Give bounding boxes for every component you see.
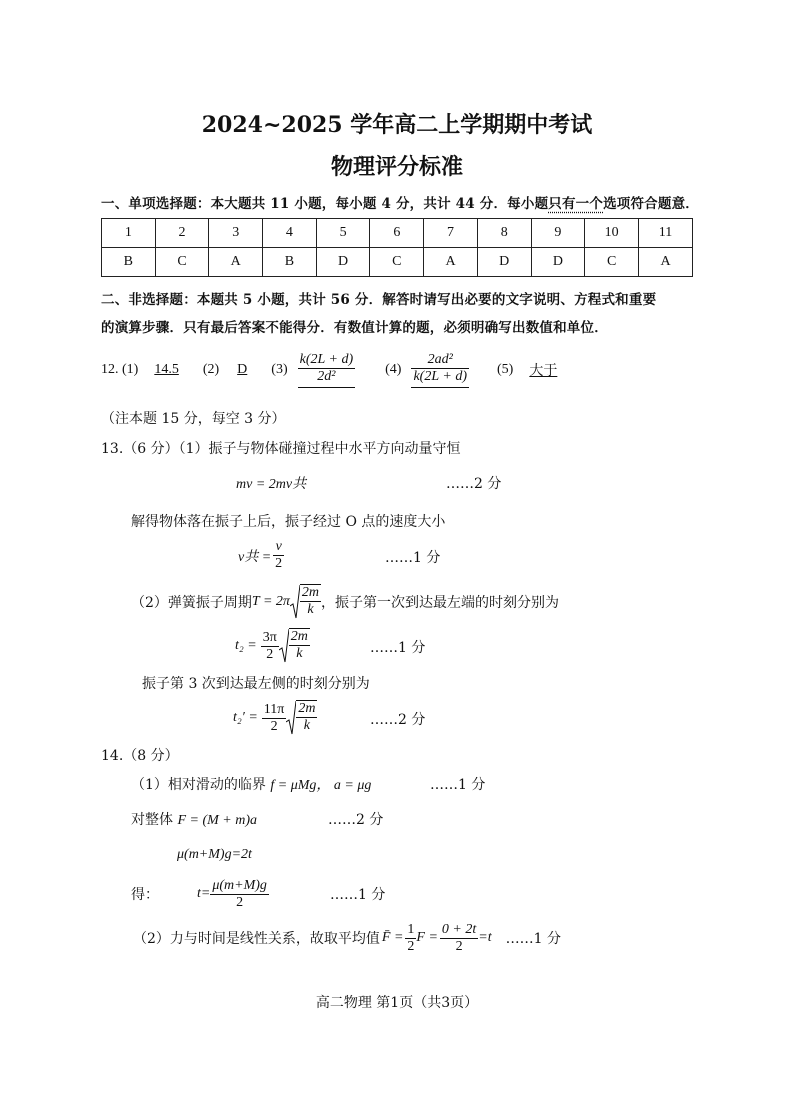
- page-footer: 高二物理 第1页（共3页）: [315, 995, 479, 1011]
- q14-line5-pre: （2）力与时间是线性关系，故取平均值: [133, 931, 380, 947]
- q13-eq2-lhs: v共 =: [238, 549, 272, 565]
- q14-line4-frac: [210, 878, 269, 911]
- q14-line4: [131, 874, 269, 914]
- q14-line5-lhs: F̄ =: [381, 930, 404, 945]
- q13-eq2-frac: [273, 539, 284, 572]
- section1-heading-post: 选项符合题意．: [603, 196, 699, 212]
- q14-line4-lhs: t=: [197, 886, 211, 901]
- q13-eq2-num: v: [275, 539, 282, 554]
- q13-eq3-sqrt-den: k: [289, 645, 310, 662]
- q14-line5-f2-den: 2: [440, 938, 478, 955]
- table-cell-question-number: 2: [155, 219, 209, 248]
- q13-eq3-den: 2: [261, 646, 279, 663]
- table-cell-answer: D: [477, 248, 531, 277]
- q12-answer-1: 14.5: [154, 362, 179, 377]
- q14-line5-f1-num: 1: [407, 921, 415, 937]
- q13-eq4: [233, 698, 317, 738]
- section1-heading-emph: 只有一个: [548, 196, 604, 212]
- q13-eq4-sqrt-num: 2m: [298, 701, 316, 716]
- table-cell-answer: C: [155, 248, 209, 277]
- q14-line2: [131, 809, 257, 829]
- table-cell-question-number: 10: [585, 219, 639, 248]
- q14-score5: ……1 分: [505, 931, 561, 947]
- table-cell-answer: A: [209, 248, 263, 277]
- q12-answer-4: [411, 352, 469, 388]
- q13-eq4-lhs: t₂′ =: [233, 710, 258, 725]
- q13-eq4-sqrt-den: k: [296, 717, 317, 734]
- answer-table: [101, 218, 693, 277]
- table-cell-question-number: 11: [639, 219, 693, 248]
- q13-eq3-num: 3π: [262, 629, 277, 645]
- table-cell-answer: B: [263, 248, 317, 277]
- q13-sqrt: [290, 584, 321, 620]
- q14-line5-f2-num: 0 + 2t: [441, 921, 477, 937]
- q12-answer-3-num: k(2L + d): [299, 352, 354, 367]
- q12-answer-5: 大于: [529, 364, 558, 379]
- q13-text3-pre: （2）弹簧振子周期: [131, 595, 252, 611]
- table-cell-answer: C: [585, 248, 639, 277]
- q14-line5-frac1: [405, 922, 416, 955]
- q13-text3-post: ，振子第一次到达最左端的时刻分别为: [321, 595, 560, 611]
- q14-score2: ……2 分: [328, 812, 384, 828]
- sqrt-sign-icon: [290, 584, 300, 620]
- q14-line4-num: μ(m+M)g: [212, 877, 267, 893]
- q12-line: [101, 347, 557, 393]
- section1-heading-pre: 一、单项选择题：本大题共 11 小题，每小题 4 分，共计 44 分．每小题: [101, 196, 549, 212]
- q13-eq3-sqrt-num: 2m: [290, 629, 308, 644]
- q12-label-3: (3): [271, 362, 288, 377]
- q14-line5-frac2: [440, 922, 478, 955]
- q12-label-2: (2): [202, 362, 220, 377]
- q12-answer-3: [298, 352, 356, 388]
- q14-line5-mid: F =: [416, 930, 438, 945]
- q14-line2-pre: 对整体: [131, 812, 173, 828]
- page-title: 2024~2025 学年高二上学期期中考试: [201, 112, 593, 138]
- q12-note: （注本题 15 分，每空 3 分）: [101, 411, 286, 427]
- q12-label-4: (4): [385, 362, 402, 377]
- page-subtitle: 物理评分标准: [330, 154, 463, 180]
- q13-eq4-sqrt: [286, 700, 317, 736]
- q14-line5: [133, 918, 561, 958]
- q14-line2-eq: F = (M + m)a: [177, 813, 257, 828]
- section2-heading-line1: 二、非选择题：本题共 5 小题，共计 56 分．解答时请写出必要的文字说明、方程式和重要: [101, 292, 657, 308]
- q12-answer-4-den: k(2L + d): [413, 369, 467, 384]
- q13-eq4-num: 11π: [263, 701, 285, 717]
- q14-line4-den: 2: [210, 894, 269, 911]
- q14-line1-eq: f = μMg， a = μg: [270, 778, 372, 793]
- q13-eq3-sqrt: [279, 628, 310, 664]
- q13-eq3-sqrt-frac: [289, 628, 310, 664]
- q12-label-5: (5): [497, 362, 514, 377]
- q13-score2: ……1 分: [385, 550, 441, 566]
- table-row-answers: [102, 248, 693, 277]
- q14-line5-f1-den: 2: [407, 938, 415, 954]
- q13-score3: ……1 分: [370, 640, 426, 656]
- table-cell-answer: A: [639, 248, 693, 277]
- q13-eq4-den: 2: [262, 718, 287, 735]
- table-cell-answer: D: [316, 248, 370, 277]
- q13-text3: [131, 582, 559, 622]
- table-cell-question-number: 7: [424, 219, 478, 248]
- q14-line3: μ(m+M)g=2t: [177, 847, 252, 862]
- q13-sqrt-den: k: [300, 601, 321, 618]
- sqrt-sign-icon: [286, 700, 296, 736]
- q13-eq3-frac: [261, 630, 279, 663]
- table-cell-question-number: 8: [477, 219, 531, 248]
- table-cell-question-number: 1: [102, 219, 156, 248]
- q13-sqrt-frac: [300, 584, 321, 620]
- q13-eq3-lhs: t₂ =: [235, 638, 257, 653]
- table-cell-question-number: 9: [531, 219, 585, 248]
- q14-score1: ……1 分: [430, 777, 486, 793]
- table-cell-answer: D: [531, 248, 585, 277]
- section1-heading: [101, 192, 699, 212]
- table-cell-question-number: 6: [370, 219, 424, 248]
- table-cell-answer: A: [424, 248, 478, 277]
- q12-answer-3-den: 2d²: [298, 368, 356, 385]
- q13-eq2-den: 2: [275, 556, 283, 571]
- q13-heading: 13.（6 分）（1）振子与物体碰撞过程中水平方向动量守恒: [101, 441, 461, 457]
- q14-line1: [131, 774, 371, 794]
- q13-score1: ……2 分: [446, 476, 502, 492]
- q13-text4: 振子第 3 次到达最左侧的时刻分别为: [142, 676, 370, 692]
- q13-eq3: [235, 626, 310, 666]
- table-cell-answer: C: [370, 248, 424, 277]
- sqrt-sign-icon: [279, 628, 289, 664]
- table-cell-question-number: 4: [263, 219, 317, 248]
- q13-text2: 解得物体落在振子上后，振子经过 O 点的速度大小: [131, 514, 446, 530]
- q13-sqrt-num: 2m: [301, 585, 320, 600]
- q14-line1-pre: （1）相对滑动的临界: [131, 777, 266, 793]
- table-cell-question-number: 3: [209, 219, 263, 248]
- section2-heading-line2: 的演算步骤．只有最后答案不能得分．有数值计算的题，必须明确写出数值和单位．: [101, 320, 608, 336]
- q14-line5-end: =t: [478, 930, 492, 945]
- q12-label: 12. (1): [101, 362, 139, 377]
- q14-line4-pre: 得：: [131, 887, 159, 903]
- q14-heading: 14.（8 分）: [101, 748, 179, 764]
- q13-eq4-sqrt-frac: [296, 700, 317, 736]
- table-cell-question-number: 5: [316, 219, 370, 248]
- q12-answer-2: D: [237, 362, 248, 377]
- q13-eq1: mv = 2mv共: [236, 477, 307, 492]
- q12-answer-4-num: 2ad²: [427, 352, 453, 367]
- q13-text3-eq: T = 2π: [251, 594, 290, 609]
- q13-score4: ……2 分: [370, 712, 426, 728]
- table-row-numbers: [102, 219, 693, 248]
- q13-eq2: [238, 539, 284, 572]
- q14-score4: ……1 分: [330, 887, 386, 903]
- table-cell-answer: B: [102, 248, 156, 277]
- q13-eq4-frac: [262, 702, 287, 735]
